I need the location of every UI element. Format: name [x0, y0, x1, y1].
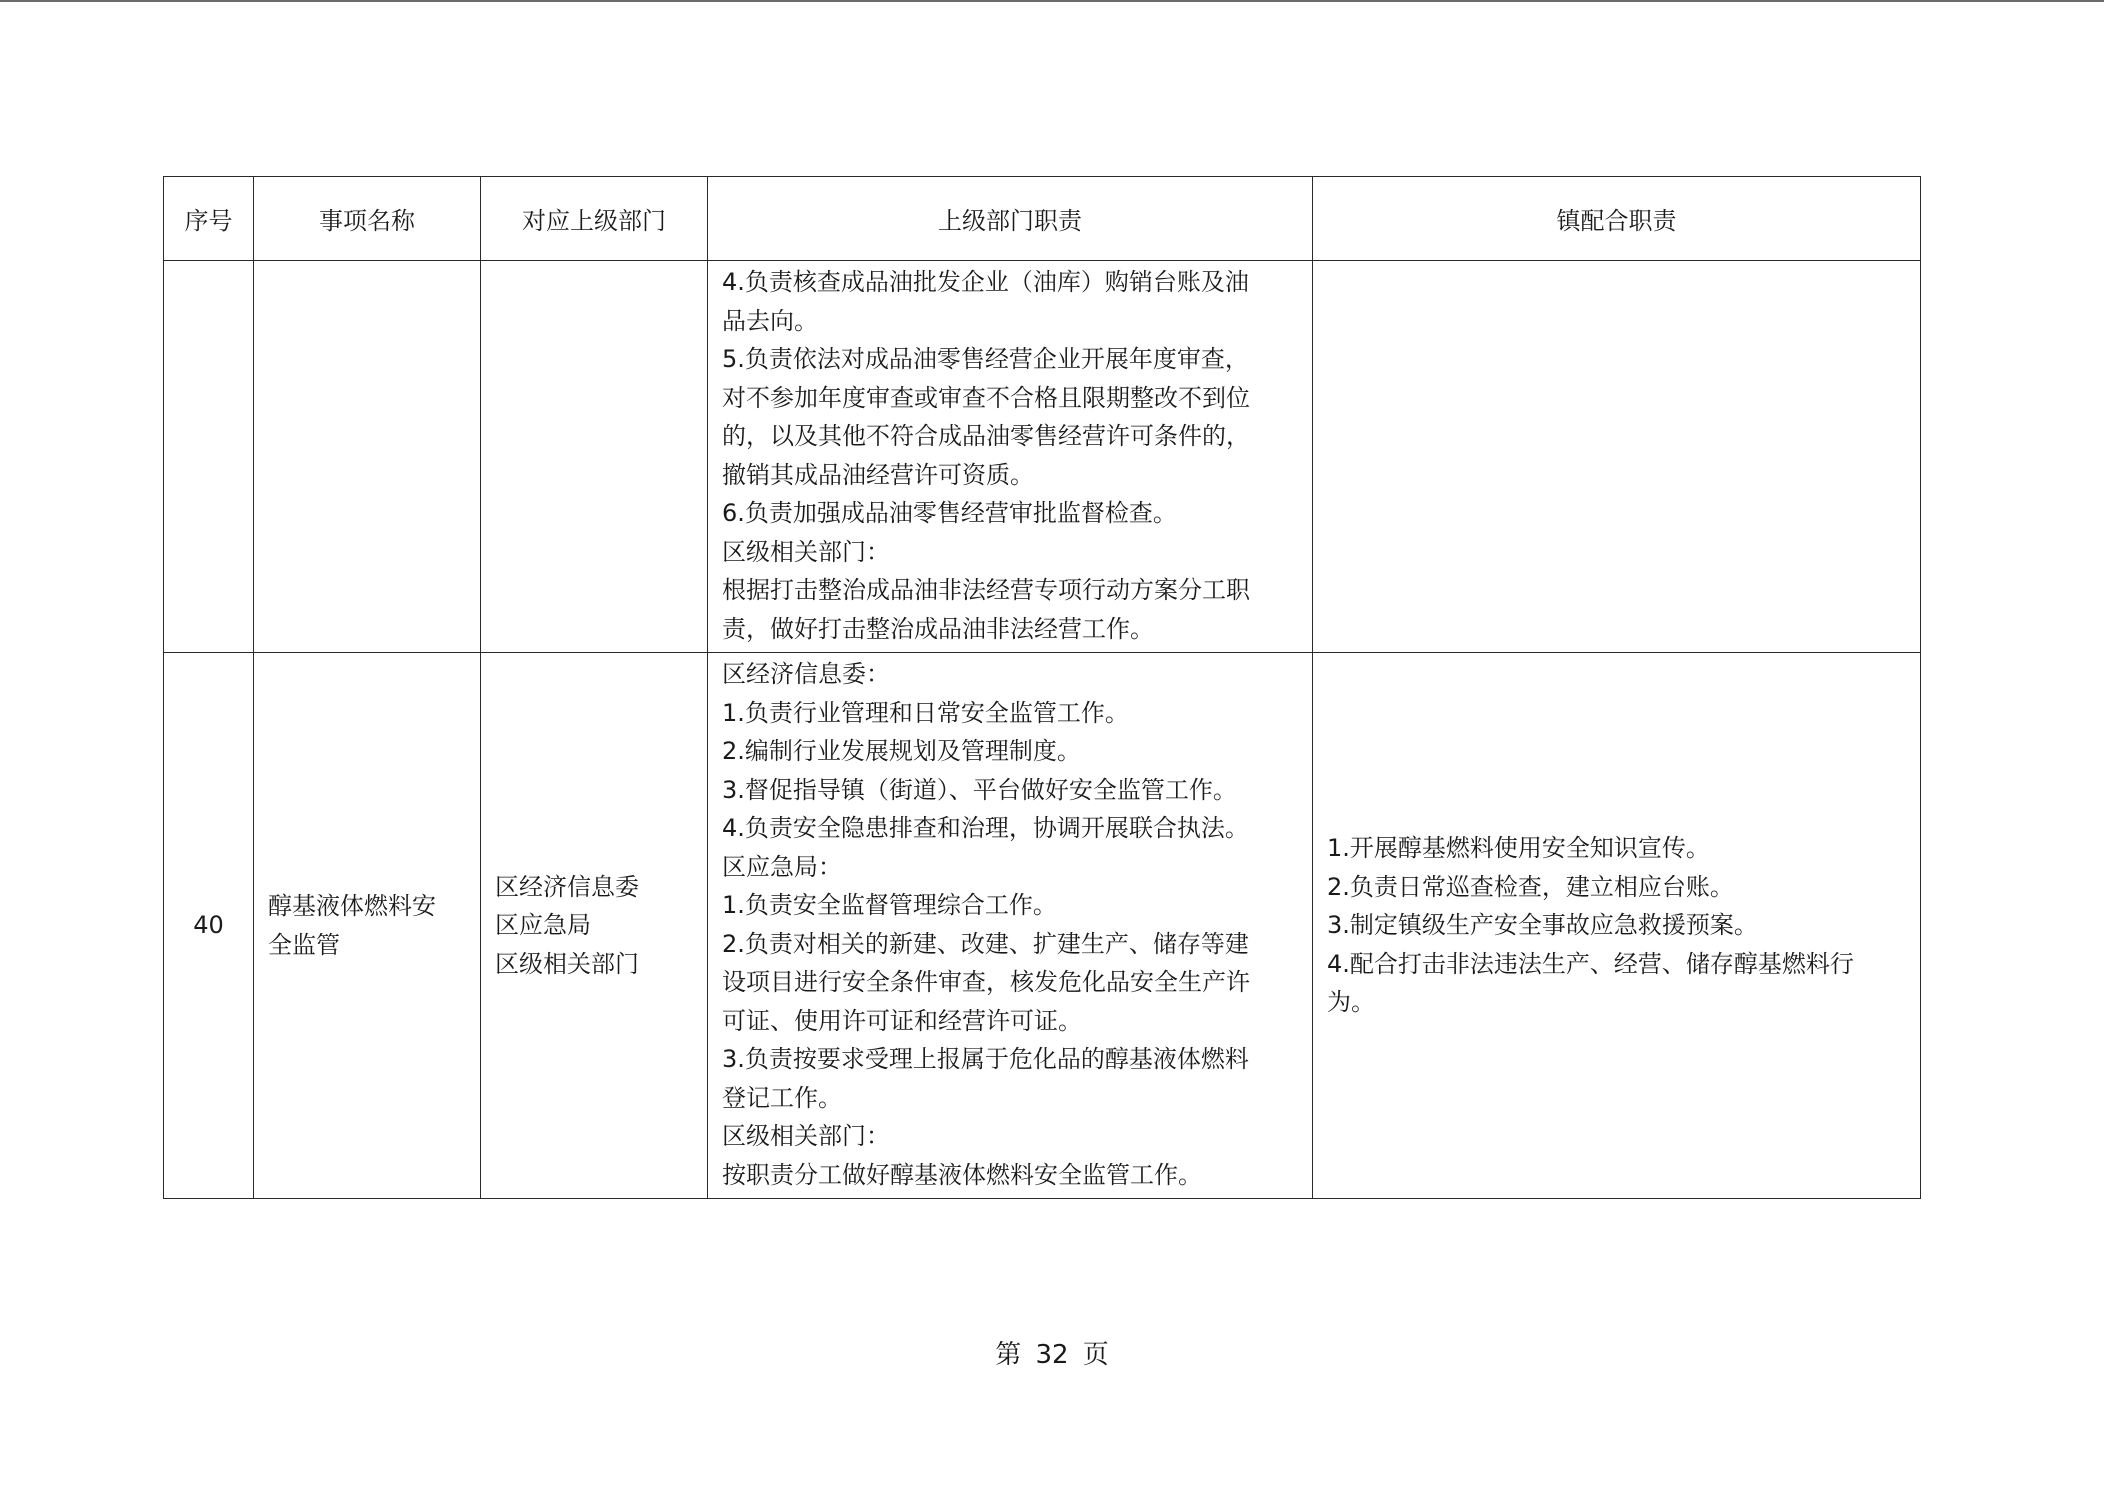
town-duty-line: 1.开展醇基燃料使用安全知识宣传。 [1327, 834, 1710, 863]
upper-duty-line: 撤销其成品油经营许可资质。 [722, 460, 1034, 489]
upper-duty-line: 2.编制行业发展规划及管理制度。 [722, 737, 1081, 765]
header-upper-department: 对应上级部门 [481, 177, 708, 261]
upper-duty-line: 3.负责按要求受理上报属于危化品的醇基液体燃料 [722, 1045, 1249, 1073]
upper-duty-line: 责，做好打击整治成品油非法经营工作。 [722, 614, 1154, 643]
upper-duty-line: 按职责分工做好醇基液体燃料安全监管工作。 [722, 1160, 1202, 1189]
item-name-line: 全监管 [268, 930, 340, 959]
cell-item-name [254, 261, 481, 653]
header-town-duties: 镇配合职责 [1313, 177, 1921, 261]
town-duty-line: 3.制定镇级生产安全事故应急救援预案。 [1327, 911, 1758, 940]
department-line: 区经济信息委 [495, 872, 639, 901]
upper-duty-line: 区经济信息委： [722, 660, 890, 688]
page-number: 第 32 页 [995, 1340, 1109, 1370]
upper-duty-line: 区级相关部门： [722, 1122, 890, 1150]
cell-seq: 40 [164, 653, 254, 1199]
town-duty-line: 2.负责日常巡查检查，建立相应台账。 [1327, 872, 1734, 901]
header-seq: 序号 [164, 177, 254, 261]
upper-duty-line: 4.负责安全隐患排查和治理，协调开展联合执法。 [722, 814, 1249, 842]
upper-duty-line: 1.负责安全监督管理综合工作。 [722, 891, 1057, 919]
cell-town-duties [1313, 261, 1921, 653]
town-duty-line: 为。 [1327, 988, 1375, 1017]
header-item-name: 事项名称 [254, 177, 481, 261]
upper-duty-line: 对不参加年度审查或审查不合格且限期整改不到位 [722, 383, 1250, 412]
upper-duty-line: 可证、使用许可证和经营许可证。 [722, 1006, 1082, 1035]
top-border-line [0, 0, 2104, 2]
item-name-line: 醇基液体燃料安 [268, 892, 436, 920]
upper-duty-line: 区应急局： [722, 852, 842, 881]
responsibility-table [163, 176, 1921, 1199]
upper-duty-line: 登记工作。 [722, 1083, 842, 1112]
cell-item-name [254, 653, 481, 1199]
department-line: 区应急局 [495, 911, 591, 940]
upper-duty-line: 根据打击整治成品油非法经营专项行动方案分工职 [722, 576, 1250, 604]
table-header-row [164, 177, 1921, 261]
cell-upper-duties [708, 261, 1313, 653]
upper-duty-line: 5.负责依法对成品油零售经营企业开展年度审查， [722, 345, 1249, 373]
upper-duty-line: 4.负责核查成品油批发企业（油库）购销台账及油 [722, 268, 1249, 296]
header-upper-duties: 上级部门职责 [708, 177, 1313, 261]
department-line: 区级相关部门 [495, 949, 639, 978]
cell-seq [164, 261, 254, 653]
upper-duty-line: 1.负责行业管理和日常安全监管工作。 [722, 698, 1129, 727]
upper-duty-line: 品去向。 [722, 306, 818, 335]
cell-town-duties [1313, 653, 1921, 1199]
cell-departments [481, 261, 708, 653]
cell-departments [481, 653, 708, 1199]
town-duty-line: 4.配合打击非法违法生产、经营、储存醇基燃料行 [1327, 949, 1854, 978]
table-row [164, 261, 1921, 653]
upper-duty-line: 区级相关部门： [722, 537, 890, 566]
upper-duty-line: 3.督促指导镇（街道）、平台做好安全监管工作。 [722, 775, 1237, 804]
table-row [164, 653, 1921, 1199]
upper-duty-line: 设项目进行安全条件审查，核发危化品安全生产许 [722, 968, 1250, 996]
upper-duty-line: 2.负责对相关的新建、改建、扩建生产、储存等建 [722, 929, 1249, 958]
cell-upper-duties [708, 653, 1313, 1199]
upper-duty-line: 6.负责加强成品油零售经营审批监督检查。 [722, 499, 1177, 527]
upper-duty-line: 的，以及其他不符合成品油零售经营许可条件的， [722, 422, 1250, 450]
